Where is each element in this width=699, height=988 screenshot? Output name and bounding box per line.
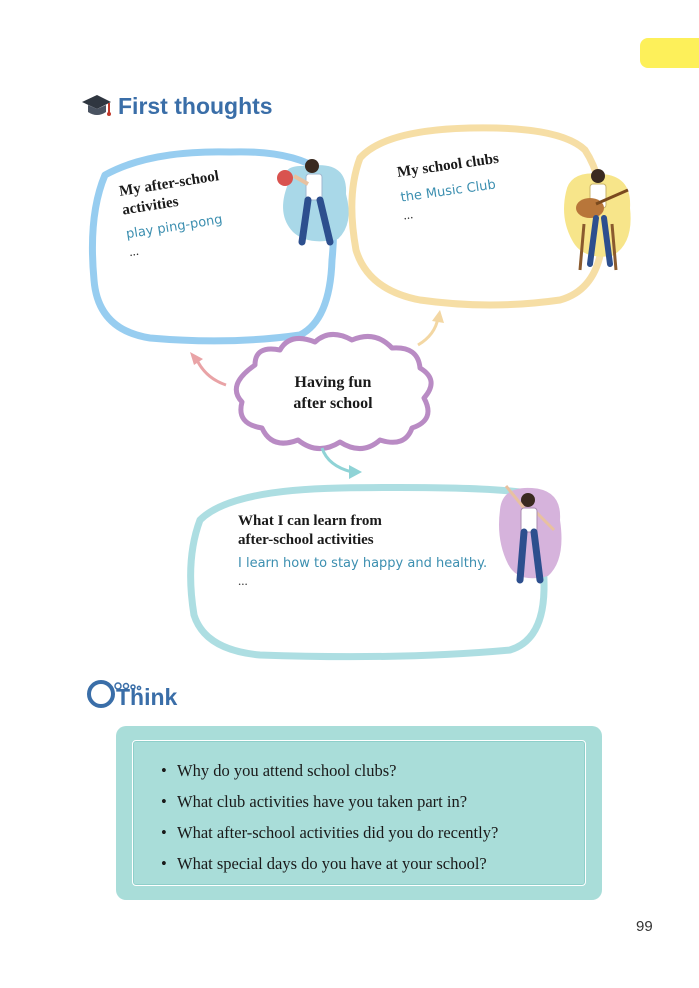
center-topic-line2: after school bbox=[293, 395, 373, 412]
learn-example: I learn how to stay happy and healthy. bbox=[238, 556, 488, 571]
page-number: 99 bbox=[636, 918, 653, 935]
center-topic-line1: Having fun bbox=[294, 374, 372, 391]
arrow-to-clubs bbox=[418, 318, 438, 345]
center-topic bbox=[268, 372, 398, 414]
first-thoughts-title: First thoughts bbox=[118, 92, 273, 119]
after-school-title-line1: My after-school bbox=[118, 168, 221, 200]
after-school-ellipsis: ... bbox=[127, 242, 140, 260]
think-question-list bbox=[133, 741, 585, 879]
after-school-example: play ping-pong bbox=[125, 212, 224, 243]
clubs-ellipsis: ... bbox=[402, 206, 414, 223]
think-title: Think bbox=[116, 683, 178, 710]
think-question: • What club activities have you taken part in? bbox=[161, 786, 585, 817]
think-heading bbox=[86, 678, 177, 708]
guitar-player-illustration bbox=[560, 164, 636, 276]
after-school-title-line2: activities bbox=[121, 193, 180, 219]
think-question: • What after-school activities did you do recently? bbox=[161, 817, 585, 848]
think-questions-frame bbox=[132, 740, 586, 886]
clubs-title: My school clubs bbox=[396, 150, 500, 181]
learn-ellipsis: ... bbox=[238, 573, 248, 588]
arrow-to-learn bbox=[322, 448, 352, 472]
dancing-girl-illustration bbox=[496, 480, 568, 592]
think-question: • Why do you attend school clubs? bbox=[161, 755, 585, 786]
ping-pong-player-illustration bbox=[268, 154, 358, 250]
think-questions-box bbox=[116, 726, 602, 900]
learn-bubble bbox=[238, 512, 498, 589]
clubs-example: the Music Club bbox=[399, 177, 497, 206]
think-question: • What special days do you have at your school? bbox=[161, 848, 585, 879]
learn-title-line1: What I can learn from bbox=[238, 513, 382, 529]
arrow-to-after-school bbox=[196, 358, 226, 385]
learn-title-line2: after-school activities bbox=[238, 532, 374, 548]
